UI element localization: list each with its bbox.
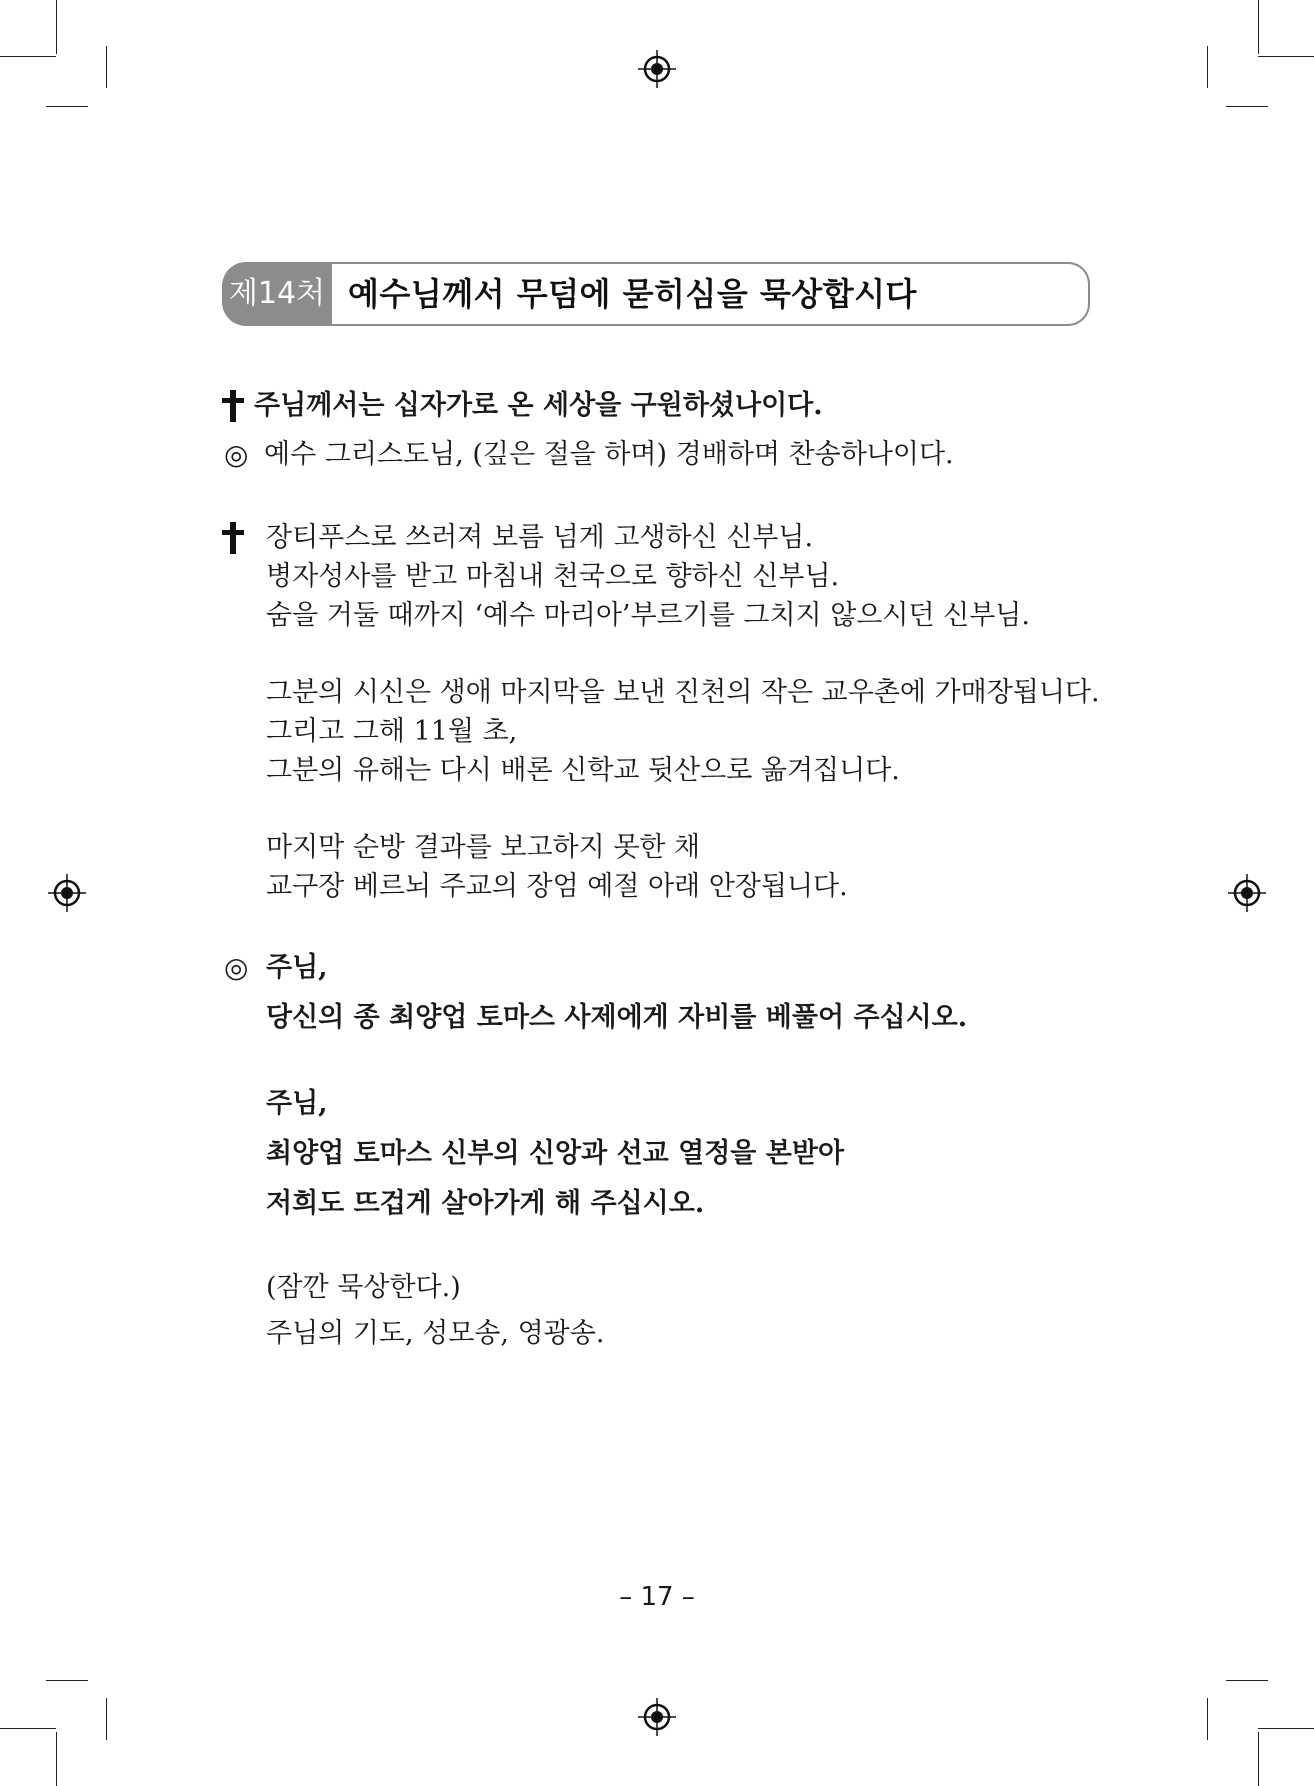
crop-mark — [1207, 1698, 1208, 1740]
meditation-line: 마지막 순방 결과를 보고하지 못한 채 — [266, 832, 701, 863]
crop-mark — [1258, 0, 1259, 54]
crop-mark — [46, 1680, 88, 1681]
leader-versicle: 주님께서는 십자가로 온 세상을 구원하셨나이다. — [254, 390, 823, 421]
crop-mark — [0, 56, 56, 57]
closing-prayers: 주님의 기도, 성모송, 영광송. — [266, 1318, 605, 1349]
station-header — [222, 262, 1092, 326]
registration-mark-icon — [48, 874, 86, 912]
prayer-line: 최양업 토마스 신부의 신앙과 선교 열정을 본받아 — [266, 1138, 845, 1169]
crop-mark — [106, 1698, 107, 1740]
prayer-line: 당신의 종 최양업 토마스 사제에게 자비를 베풀어 주십시오. — [266, 1002, 968, 1033]
meditation-line: 병자성사를 받고 마침내 천국으로 향하신 신부님. — [266, 561, 840, 592]
crop-mark — [0, 1728, 56, 1729]
meditation-line: 장티푸스로 쓰러져 보름 넘게 고생하신 신부님. — [266, 522, 814, 553]
station-title: 예수님께서 무덤에 묻히심을 묵상합시다 — [348, 275, 917, 313]
crop-mark — [1258, 1728, 1314, 1729]
crop-mark — [1226, 106, 1268, 107]
response-versicle: 예수 그리스도님, (깊은 절을 하며) 경배하며 찬송하나이다. — [264, 439, 954, 470]
crop-mark — [56, 1732, 57, 1786]
crop-mark — [1207, 46, 1208, 88]
meditation-line: 숨을 거둘 때까지 ‘예수 마리아’부르기를 그치지 않으시던 신부님. — [266, 600, 1030, 631]
response-mark-icon: ◎ — [224, 951, 249, 984]
prayer-line: 주님, — [266, 952, 328, 983]
registration-mark-icon — [638, 1698, 676, 1736]
meditation-line: 그리고 그해 11월 초, — [266, 716, 518, 747]
cross-icon — [222, 522, 244, 554]
crop-mark — [1258, 56, 1314, 57]
registration-mark-icon — [1228, 874, 1266, 912]
prayer-line: 주님, — [266, 1088, 328, 1119]
closing-instruction: (잠깐 묵상한다.) — [266, 1272, 461, 1303]
cross-icon — [222, 390, 244, 422]
crop-mark — [56, 0, 57, 54]
prayer-line: 저희도 뜨겁게 살아가게 해 주십시오. — [266, 1188, 705, 1219]
crop-mark — [106, 46, 107, 88]
registration-mark-icon — [638, 50, 676, 88]
crop-mark — [1258, 1732, 1259, 1786]
crop-mark — [1226, 1680, 1268, 1681]
meditation-line: 그분의 유해는 다시 배론 신학교 뒷산으로 옮겨집니다. — [266, 755, 900, 786]
response-mark-icon: ◎ — [224, 438, 249, 471]
meditation-line: 그분의 시신은 생애 마지막을 보낸 진천의 작은 교우촌에 가매장됩니다. — [266, 677, 1100, 708]
crop-mark — [46, 106, 88, 107]
station-number-tab: 제14처 — [222, 262, 332, 326]
page-number: – 17 – — [619, 1582, 695, 1612]
meditation-line: 교구장 베르뇌 주교의 장엄 예절 아래 안장됩니다. — [266, 871, 848, 902]
